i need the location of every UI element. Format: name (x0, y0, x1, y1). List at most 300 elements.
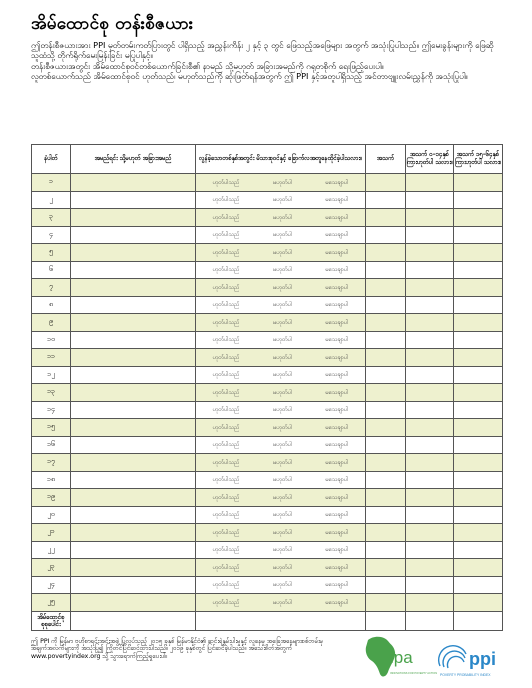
answer-option[interactable]: မဟုတ်ပါ (273, 529, 293, 536)
age-0-14-cell[interactable] (406, 349, 454, 367)
ppi-logo (436, 636, 512, 682)
answer-option[interactable]: မဟုတ်ပါ (273, 284, 293, 291)
answer-option[interactable]: ဟုတ်ပါသည် (212, 407, 240, 414)
answer-option[interactable]: မဟုတ်ပါ (273, 197, 293, 204)
lived-together-cell[interactable] (196, 489, 366, 507)
age-15-64-cell[interactable] (454, 506, 503, 524)
intro-paragraph-3: လူတစ်ယောက်သည် အိမ်ထောင်စုဝင် ဟုတ်သည်၊ မဟုတ်သည်ကို ဆုံးဖြတ်ရန်အတွက် ဤ PPI နှင့်အတူပါရှိသည့် အင်တာဗျူးလမ်းညွှန်ကို အသုံးပြုပါ။ (31, 71, 468, 82)
answer-options (196, 318, 365, 327)
age-15-64-cell[interactable] (454, 524, 503, 542)
age-cell[interactable] (366, 296, 406, 314)
row-number: ၉ (32, 314, 71, 332)
age-0-14-cell[interactable] (406, 594, 454, 612)
table-row (32, 349, 503, 367)
age-0-14-cell[interactable] (406, 261, 454, 279)
table-row (32, 174, 503, 192)
age-cell[interactable] (366, 174, 406, 192)
answer-options (196, 283, 365, 292)
answer-option[interactable]: မသေချာပါ (325, 214, 349, 221)
answer-options (196, 353, 365, 362)
age-15-64-cell[interactable] (454, 541, 503, 559)
lived-together-cell[interactable] (196, 454, 366, 472)
answer-option[interactable]: ဟုတ်ပါသည် (212, 179, 240, 186)
name-cell[interactable] (71, 331, 196, 349)
age-cell[interactable] (366, 331, 406, 349)
answer-option[interactable]: ဟုတ်ပါသည် (212, 529, 240, 536)
answer-option[interactable]: မသေချာပါ (325, 372, 349, 379)
answer-option[interactable]: မသေချာပါ (325, 267, 349, 274)
answer-option[interactable]: မသေချာပါ (325, 302, 349, 309)
lived-together-cell[interactable] (196, 244, 366, 262)
table-row (32, 506, 503, 524)
age-0-14-cell[interactable] (406, 489, 454, 507)
lived-together-cell[interactable] (196, 419, 366, 437)
logos (362, 632, 512, 684)
answer-option[interactable]: မဟုတ်ပါ (273, 319, 293, 326)
name-cell[interactable] (71, 559, 196, 577)
total-row (32, 611, 503, 630)
answer-option[interactable]: ဟုတ်ပါသည် (212, 372, 240, 379)
lived-together-cell[interactable] (196, 296, 366, 314)
age-cell[interactable] (366, 209, 406, 227)
answer-option[interactable]: ဟုတ်ပါသည် (212, 267, 240, 274)
answer-options (196, 300, 365, 309)
name-cell[interactable] (71, 191, 196, 209)
answer-option[interactable]: မသေချာပါ (325, 179, 349, 186)
name-cell[interactable] (71, 174, 196, 192)
answer-option[interactable]: မသေချာပါ (325, 424, 349, 431)
answer-option[interactable]: ဟုတ်ပါသည် (212, 197, 240, 204)
answer-option[interactable]: ဟုတ်ပါသည် (212, 249, 240, 256)
row-number: ၂ (32, 191, 71, 209)
age-cell[interactable] (366, 506, 406, 524)
answer-option[interactable]: မဟုတ်ပါ (273, 179, 293, 186)
lived-together-cell[interactable] (196, 594, 366, 612)
age-cell[interactable] (366, 244, 406, 262)
row-number: ၁၉ (32, 489, 71, 507)
age-15-64-cell[interactable] (454, 209, 503, 227)
row-number: ၁၂ (32, 366, 71, 384)
answer-option[interactable]: မသေချာပါ (325, 407, 349, 414)
answer-option[interactable]: မသေချာပါ (325, 459, 349, 466)
answer-option[interactable]: မဟုတ်ပါ (273, 302, 293, 309)
table-row (32, 244, 503, 262)
answer-option[interactable]: ဟုတ်ပါသည် (212, 442, 240, 449)
table-row (32, 419, 503, 437)
answer-option[interactable]: ဟုတ်ပါသည် (212, 424, 240, 431)
answer-option[interactable]: ဟုတ်ပါသည် (212, 302, 240, 309)
lived-together-cell[interactable] (196, 279, 366, 297)
lived-together-cell[interactable] (196, 524, 366, 542)
age-0-14-cell[interactable] (406, 506, 454, 524)
answer-option[interactable]: ဟုတ်ပါသည် (212, 214, 240, 221)
household-roster-table (31, 144, 503, 631)
lived-together-cell[interactable] (196, 471, 366, 489)
age-15-64-cell[interactable] (454, 314, 503, 332)
answer-option[interactable]: မသေချာပါ (325, 284, 349, 291)
row-number: ၁၅ (32, 419, 71, 437)
answer-option[interactable]: မသေချာပါ (325, 494, 349, 501)
answer-option[interactable]: ဟုတ်ပါသည် (212, 494, 240, 501)
lived-together-cell[interactable] (196, 209, 366, 227)
row-number: ၂၄ (32, 576, 71, 594)
total-age-cell[interactable] (366, 611, 406, 630)
name-cell[interactable] (71, 576, 196, 594)
ipa-wordmark: ipa (390, 648, 413, 667)
row-number: ၂၅ (32, 594, 71, 612)
total-lived-cell[interactable] (196, 611, 366, 630)
row-number: ၁၆ (32, 436, 71, 454)
lived-together-cell[interactable] (196, 366, 366, 384)
answer-option[interactable]: ဟုတ်ပါသည် (212, 459, 240, 466)
answer-options (196, 475, 365, 484)
age-0-14-cell[interactable] (406, 384, 454, 402)
answer-option[interactable]: မဟုတ်ပါ (273, 267, 293, 274)
answer-option[interactable]: မဟုတ်ပါ (273, 582, 293, 589)
name-cell[interactable] (71, 349, 196, 367)
answer-options (196, 248, 365, 257)
age-cell[interactable] (366, 524, 406, 542)
answer-options (196, 335, 365, 344)
answer-options (196, 213, 365, 222)
table-row (32, 261, 503, 279)
answer-option[interactable]: ဟုတ်ပါသည် (212, 354, 240, 361)
name-cell[interactable] (71, 524, 196, 542)
total-age-0-14-cell[interactable] (406, 611, 454, 630)
age-15-64-cell[interactable] (454, 454, 503, 472)
name-cell[interactable] (71, 471, 196, 489)
age-0-14-cell[interactable] (406, 541, 454, 559)
age-cell[interactable] (366, 279, 406, 297)
table-row (32, 366, 503, 384)
answer-options (196, 230, 365, 239)
age-0-14-cell[interactable] (406, 279, 454, 297)
answer-option[interactable]: ဟုတ်ပါသည် (212, 284, 240, 291)
name-cell[interactable] (71, 279, 196, 297)
answer-option[interactable]: ဟုတ်ပါသည် (212, 547, 240, 554)
age-0-14-cell[interactable] (406, 454, 454, 472)
answer-option[interactable]: မဟုတ်ပါ (273, 512, 293, 519)
age-15-64-cell[interactable] (454, 296, 503, 314)
row-number: ၂၀ (32, 506, 71, 524)
age-15-64-cell[interactable] (454, 401, 503, 419)
age-0-14-cell[interactable] (406, 576, 454, 594)
lived-together-cell[interactable] (196, 559, 366, 577)
row-number: ၁၀ (32, 331, 71, 349)
answer-option[interactable]: မဟုတ်ပါ (273, 599, 293, 606)
age-15-64-cell[interactable] (454, 244, 503, 262)
intro-paragraph-1: ဤတန်းစီဇယားအား PPI မှတ်တမ်းကတ်ပြားတွင် ပါရှိသည့် အညွှန်းကိန်း ၂ နှင့် ၃ တွင် ဖြေသည့်အဖြေများ အတွက် အသုံးပြုပါသည်။ ဤမေးခွန်းများကို ဖြေဆိုသူထံသို့ တိုက်ရိုက်မေးမြန်းခြင်း မပြုပါနှင့်။ (31, 40, 494, 61)
ppi-subtext: POVERTY PROBABILITY INDEX (440, 673, 491, 677)
age-15-64-cell[interactable] (454, 384, 503, 402)
name-cell[interactable] (71, 541, 196, 559)
table-row (32, 436, 503, 454)
lived-together-cell[interactable] (196, 314, 366, 332)
age-15-64-cell[interactable] (454, 366, 503, 384)
age-0-14-cell[interactable] (406, 191, 454, 209)
age-0-14-cell[interactable] (406, 174, 454, 192)
answer-options (196, 370, 365, 379)
total-name-cell[interactable] (71, 611, 196, 630)
row-number: ၇ (32, 279, 71, 297)
header-lived-together: လွန်ခဲ့သောတစ်နှစ်အတွင်း မိသားစုဝင်နှင့် ခြောက်လအတူနေထိုင်ခဲ့ပါသလား။ (196, 145, 366, 174)
row-number: ၂၁ (32, 524, 71, 542)
age-cell[interactable] (366, 541, 406, 559)
row-number: ၁၈ (32, 471, 71, 489)
name-cell[interactable] (71, 436, 196, 454)
age-15-64-cell[interactable] (454, 174, 503, 192)
answer-options (196, 265, 365, 274)
age-0-14-cell[interactable] (406, 226, 454, 244)
table-row (32, 541, 503, 559)
answer-option[interactable]: မဟုတ်ပါ (273, 494, 293, 501)
answer-options (196, 195, 365, 204)
row-number: ၃ (32, 209, 71, 227)
name-cell[interactable] (71, 296, 196, 314)
header-age: အသက် (366, 145, 406, 174)
answer-options (196, 598, 365, 607)
answer-option[interactable]: မဟုတ်ပါ (273, 442, 293, 449)
row-number: ၈ (32, 296, 71, 314)
age-15-64-cell[interactable] (454, 191, 503, 209)
answer-options (196, 388, 365, 397)
age-0-14-cell[interactable] (406, 366, 454, 384)
age-cell[interactable] (366, 261, 406, 279)
lived-together-cell[interactable] (196, 174, 366, 192)
total-age-15-64-cell[interactable] (454, 611, 503, 630)
intro-paragraph-2: တန်းစီဇယားအတွင်း အိမ်ထောင်စုဝင်တစ်ယောက်ခြင်းစီ၏ နာမည် သို့မဟုတ် အခြားအမည်ကို ဂရုတစိုက် ရေးဖြည့်ပေးပါ။ (31, 60, 384, 71)
age-0-14-cell[interactable] (406, 524, 454, 542)
age-15-64-cell[interactable] (454, 226, 503, 244)
answer-option[interactable]: မသေချာပါ (325, 197, 349, 204)
table-row (32, 279, 503, 297)
name-cell[interactable] (71, 244, 196, 262)
ipa-subtext: INNOVATIONS FOR POVERTY ACTION (390, 672, 438, 675)
answer-option[interactable]: မဟုတ်ပါ (273, 424, 293, 431)
row-number: ၆ (32, 261, 71, 279)
answer-option[interactable]: မသေချာပါ (325, 442, 349, 449)
table-row (32, 314, 503, 332)
age-cell[interactable] (366, 401, 406, 419)
header-age-15-64: အသက် ၁၅–၆၄နှစ်ကြားဟုတ်ပါ သလား။ (454, 145, 503, 174)
age-0-14-cell[interactable] (406, 314, 454, 332)
age-cell[interactable] (366, 454, 406, 472)
lived-together-cell[interactable] (196, 191, 366, 209)
answer-option[interactable]: မဟုတ်ပါ (273, 249, 293, 256)
age-15-64-cell[interactable] (454, 419, 503, 437)
age-0-14-cell[interactable] (406, 471, 454, 489)
answer-option[interactable]: မဟုတ်ပါ (273, 459, 293, 466)
row-number: ၁၁ (32, 349, 71, 367)
age-cell[interactable] (366, 366, 406, 384)
answer-option[interactable]: ဟုတ်ပါသည် (212, 477, 240, 484)
answer-option[interactable]: မဟုတ်ပါ (273, 389, 293, 396)
answer-option[interactable]: မဟုတ်ပါ (273, 232, 293, 239)
answer-options (196, 423, 365, 432)
total-label: အိမ်ထောင်စု စုစုပေါင်း (32, 611, 71, 630)
age-0-14-cell[interactable] (406, 331, 454, 349)
table-row (32, 226, 503, 244)
answer-option[interactable]: မသေချာပါ (325, 529, 349, 536)
answer-options (196, 545, 365, 554)
answer-option[interactable]: မသေချာပါ (325, 319, 349, 326)
table-row (32, 576, 503, 594)
lived-together-cell[interactable] (196, 436, 366, 454)
answer-option[interactable]: မသေချာပါ (325, 564, 349, 571)
lived-together-cell[interactable] (196, 349, 366, 367)
lived-together-cell[interactable] (196, 261, 366, 279)
header-number: နံပါတ် (32, 145, 71, 174)
arc-icon (447, 656, 464, 668)
row-number: ၄ (32, 226, 71, 244)
age-cell[interactable] (366, 559, 406, 577)
answer-option[interactable]: မဟုတ်ပါ (273, 372, 293, 379)
answer-option[interactable]: မသေချာပါ (325, 232, 349, 239)
age-cell[interactable] (366, 349, 406, 367)
answer-option[interactable]: မသေချာပါ (325, 512, 349, 519)
answer-options (196, 580, 365, 589)
table-row (32, 559, 503, 577)
table-row (32, 489, 503, 507)
answer-options (196, 528, 365, 537)
lived-together-cell[interactable] (196, 401, 366, 419)
age-15-64-cell[interactable] (454, 489, 503, 507)
lived-together-cell[interactable] (196, 506, 366, 524)
name-cell[interactable] (71, 261, 196, 279)
table-row (32, 524, 503, 542)
name-cell[interactable] (71, 489, 196, 507)
answer-options (196, 458, 365, 467)
row-number: ၁၃ (32, 384, 71, 402)
name-cell[interactable] (71, 209, 196, 227)
table-row (32, 454, 503, 472)
name-cell[interactable] (71, 226, 196, 244)
roster-body (32, 174, 503, 631)
lived-together-cell[interactable] (196, 576, 366, 594)
age-15-64-cell[interactable] (454, 436, 503, 454)
ppi-wordmark: ppi (469, 649, 496, 669)
age-cell[interactable] (366, 419, 406, 437)
answer-option[interactable]: ဟုတ်ပါသည် (212, 337, 240, 344)
answer-options (196, 405, 365, 414)
answer-options (196, 493, 365, 502)
name-cell[interactable] (71, 366, 196, 384)
lived-together-cell[interactable] (196, 384, 366, 402)
lived-together-cell[interactable] (196, 541, 366, 559)
answer-option[interactable]: ဟုတ်ပါသည် (212, 232, 240, 239)
answer-option[interactable]: ဟုတ်ပါသည် (212, 389, 240, 396)
age-0-14-cell[interactable] (406, 419, 454, 437)
age-0-14-cell[interactable] (406, 401, 454, 419)
answer-option[interactable]: မသေချာပါ (325, 547, 349, 554)
answer-options (196, 440, 365, 449)
age-0-14-cell[interactable] (406, 209, 454, 227)
age-cell[interactable] (366, 471, 406, 489)
answer-options (196, 510, 365, 519)
name-cell[interactable] (71, 384, 196, 402)
page-title: အိမ်ထောင်စု တန်းစီဇယား (31, 14, 194, 34)
age-cell[interactable] (366, 576, 406, 594)
answer-option[interactable]: မသေချာပါ (325, 477, 349, 484)
age-15-64-cell[interactable] (454, 331, 503, 349)
table-row (32, 191, 503, 209)
row-number: ၁ (32, 174, 71, 192)
answer-option[interactable]: မဟုတ်ပါ (273, 354, 293, 361)
age-15-64-cell[interactable] (454, 261, 503, 279)
answer-option[interactable]: မဟုတ်ပါ (273, 214, 293, 221)
name-cell[interactable] (71, 314, 196, 332)
name-cell[interactable] (71, 506, 196, 524)
lived-together-cell[interactable] (196, 331, 366, 349)
age-0-14-cell[interactable] (406, 436, 454, 454)
table-row (32, 471, 503, 489)
answer-options (196, 563, 365, 572)
answer-option[interactable]: မဟုတ်ပါ (273, 477, 293, 484)
age-cell[interactable] (366, 489, 406, 507)
row-number: ၁၄ (32, 401, 71, 419)
name-cell[interactable] (71, 454, 196, 472)
name-cell[interactable] (71, 419, 196, 437)
age-cell[interactable] (366, 191, 406, 209)
name-cell[interactable] (71, 594, 196, 612)
answer-option[interactable]: မသေချာပါ (325, 389, 349, 396)
answer-option[interactable]: မသေချာပါ (325, 354, 349, 361)
row-number: ၁၇ (32, 454, 71, 472)
age-15-64-cell[interactable] (454, 576, 503, 594)
age-0-14-cell[interactable] (406, 296, 454, 314)
age-cell[interactable] (366, 384, 406, 402)
table-row (32, 401, 503, 419)
row-number: ၅ (32, 244, 71, 262)
age-cell[interactable] (366, 594, 406, 612)
table-row (32, 209, 503, 227)
answer-option[interactable]: မသေချာပါ (325, 582, 349, 589)
answer-option[interactable]: ဟုတ်ပါသည် (212, 599, 240, 606)
lived-together-cell[interactable] (196, 226, 366, 244)
header-age-0-14: အသက် ၀–၁၄နှစ်ကြားဟုတ်ပါ သလား။ (406, 145, 454, 174)
ipa-logo (362, 632, 438, 682)
age-15-64-cell[interactable] (454, 559, 503, 577)
age-0-14-cell[interactable] (406, 559, 454, 577)
table-row (32, 384, 503, 402)
answer-option[interactable]: ဟုတ်ပါသည် (212, 319, 240, 326)
name-cell[interactable] (71, 401, 196, 419)
answer-option[interactable]: မဟုတ်ပါ (273, 407, 293, 414)
answer-option[interactable]: ဟုတ်ပါသည် (212, 564, 240, 571)
answer-option[interactable]: မသေချာပါ (325, 599, 349, 606)
answer-option[interactable]: မသေချာပါ (325, 249, 349, 256)
answer-option[interactable]: မသေချာပါ (325, 337, 349, 344)
age-15-64-cell[interactable] (454, 471, 503, 489)
row-number: ၂၃ (32, 559, 71, 577)
age-0-14-cell[interactable] (406, 244, 454, 262)
answer-option[interactable]: မဟုတ်ပါ (273, 337, 293, 344)
answer-option[interactable]: ဟုတ်ပါသည် (212, 582, 240, 589)
age-15-64-cell[interactable] (454, 349, 503, 367)
age-cell[interactable] (366, 314, 406, 332)
intro-text (31, 40, 501, 82)
age-15-64-cell[interactable] (454, 594, 503, 612)
header-name: အမည်ရင်း သို့မဟုတ် အခြားအမည် (71, 145, 196, 174)
age-cell[interactable] (366, 436, 406, 454)
footer-note: ဤ PPI ကို မြန်မာ ဗဟိုစာရင်းအင်းအဖွဲ့ ပြုလုပ်သည့် ၂၀၁၅ ခုနှစ် မြန်မာနိုင်ငံ၏ ဆင်းရဲနွမ်းပါးမှုနှင့် လူနေမှု အခြေအနေများစစ်တမ်းမှ အချက်အလက်များကို အသုံးပြု၍ ကြိုတင်ပြင်ဆင်ထားပါသည်။ ၂၀၁၉ ခုနှစ်တွင် ပြင်ဆင်ခဲ့ပါသည်။ အသေးစိတ်အတွက် www.povertyindex.org သို့ သွားရောက်ကြည့်ရှုပေးပါ။ (31, 638, 324, 660)
answer-option[interactable]: မဟုတ်ပါ (273, 564, 293, 571)
answer-option[interactable]: မဟုတ်ပါ (273, 547, 293, 554)
age-15-64-cell[interactable] (454, 279, 503, 297)
answer-option[interactable]: ဟုတ်ပါသည် (212, 512, 240, 519)
answer-options (196, 178, 365, 187)
age-cell[interactable] (366, 226, 406, 244)
